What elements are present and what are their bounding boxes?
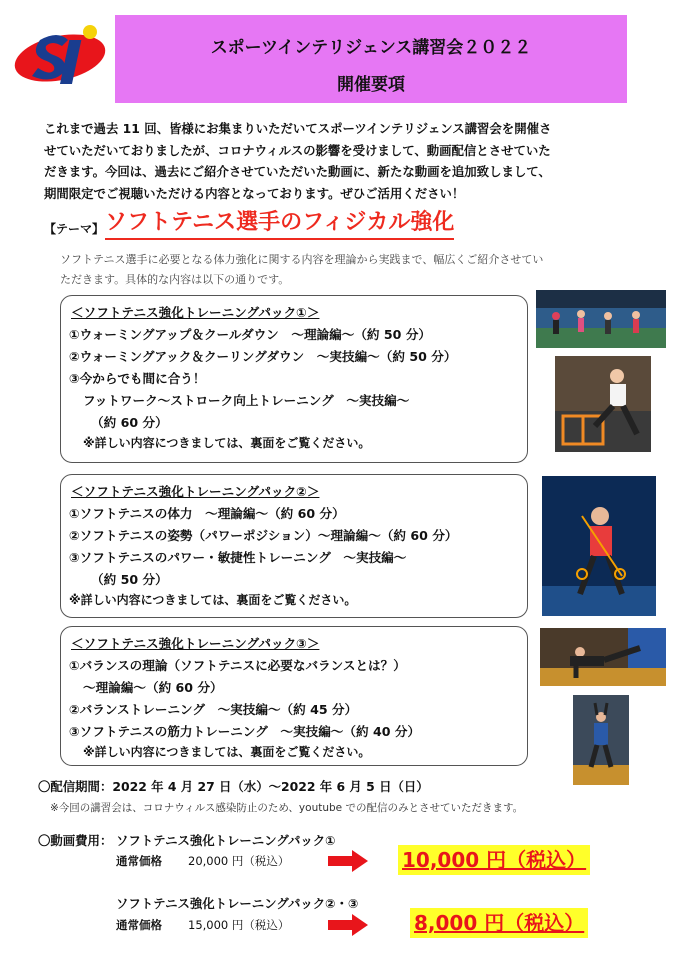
pack-item: ②バランストレーニング ～実技編～（約 45 分）: [69, 702, 358, 717]
pack-heading: ＜ソフトテニス強化トレーニングパック③＞: [71, 636, 320, 651]
page-subtitle: 開催要項: [337, 75, 405, 95]
pack-item: （約 50 分）: [91, 572, 168, 587]
footwork-drill-photo: [555, 356, 651, 452]
title-banner: [115, 15, 627, 103]
pack-item: ③ソフトテニスのパワー・敏捷性トレーニング ～実技編～: [69, 550, 407, 565]
intro-line: これまで過去 11 回、皆様にお集まりいただいてスポーツインテリジェンス講習会を開催さ: [44, 121, 552, 136]
intro-paragraph: [44, 118, 644, 204]
distribution-note: ※今回の講習会は、コロナウィルス感染防止のため、youtube での配信のみとさせていただきます。: [50, 802, 524, 814]
intro-line: 期間限定でご視聴いただける内容となっております。ぜひご活用ください！: [44, 185, 465, 201]
strength-exercise-photo: [573, 695, 629, 785]
pack-item: フットワーク～ストローク向上トレーニング ～実技編～: [83, 393, 410, 408]
pack-item: ③今からでも間に合う！: [69, 371, 206, 386]
fee-item2-name: ソフトテニス強化トレーニングパック②・③: [116, 896, 359, 911]
pack-item: ②ソフトテニスの姿勢（パワーポジション）～理論編～（約 60 分）: [69, 528, 458, 543]
fee-item2-price: 8,000 円（税込）: [410, 908, 588, 938]
fee-item1-regular-label: 通常価格: [116, 854, 162, 868]
theme-tag: 【テーマ】: [44, 222, 105, 236]
pack-heading: ＜ソフトテニス強化トレーニングパック①＞: [71, 305, 320, 320]
pack-item: ③ソフトテニスの筋力トレーニング ～実技編～（約 40 分）: [69, 724, 421, 739]
balance-exercise-photo: [540, 628, 666, 686]
theme-desc-line: ただきます。具体的な内容は以下の通りです。: [60, 273, 290, 286]
fee-item1-name: ソフトテニス強化トレーニングパック①: [116, 833, 336, 848]
fee-item1-regular-price: 20,000 円（税込）: [188, 854, 290, 868]
fee-item2-regular-label: 通常価格: [116, 918, 162, 932]
pack-heading: ＜ソフトテニス強化トレーニングパック②＞: [71, 484, 320, 499]
theme-title: ソフトテニス選手のフィジカル強化: [105, 208, 454, 240]
pack-item: ①バランスの理論（ソフトテニスに必要なバランスとは？）: [69, 658, 406, 673]
theme-desc-line: ソフトテニス選手に必要となる体力強化に関する内容を理論から実践まで、幅広くご紹介させてい: [60, 253, 544, 266]
distribution-period: 〇配信期間：2022 年 4 月 27 日（水）～2022 年 6 月 5 日（日）: [38, 779, 429, 794]
page-title: スポーツインテリジェンス講習会２０２２: [210, 38, 532, 58]
gym-training-photo: [536, 290, 666, 348]
arrow-right-icon: [328, 850, 368, 872]
pack-note: ※詳しい内容につきましては、裏面をご覧ください。: [83, 436, 371, 450]
pack-item: ①ウォーミングアップ＆クールダウン ～理論編～（約 50 分）: [69, 327, 432, 342]
posture-analysis-photo: [542, 476, 656, 616]
si-logo: [10, 18, 110, 98]
fees-label: 〇動画費用：: [38, 833, 113, 848]
pack-note: ※詳しい内容につきましては、裏面をご覧ください。: [69, 593, 357, 607]
intro-line: だきます。今回は、過去にご紹介させていただいた動画に、新たな動画を追加致しまして、: [44, 164, 551, 179]
pack-item: ②ウォーミングアック＆クーリングダウン ～実技編～（約 50 分）: [69, 349, 457, 364]
training-pack-3: [60, 626, 528, 766]
theme-description: [60, 250, 620, 290]
training-pack-2: [60, 474, 528, 618]
pack-item: ①ソフトテニスの体力 ～理論編～（約 60 分）: [69, 506, 345, 521]
intro-line: せていただいておりましたが、コロナウィルスの影響を受けまして、動画配信とさせていた: [44, 142, 551, 158]
training-pack-1: [60, 295, 528, 463]
pack-item: ～理論編～（約 60 分）: [83, 680, 223, 695]
arrow-right-icon: [328, 914, 368, 936]
pack-item: （約 60 分）: [91, 415, 168, 430]
pack-note: ※詳しい内容につきましては、裏面をご覧ください。: [83, 745, 371, 759]
fee-item1-price: 10,000 円（税込）: [398, 845, 590, 875]
fee-item2-regular-price: 15,000 円（税込）: [188, 918, 290, 932]
